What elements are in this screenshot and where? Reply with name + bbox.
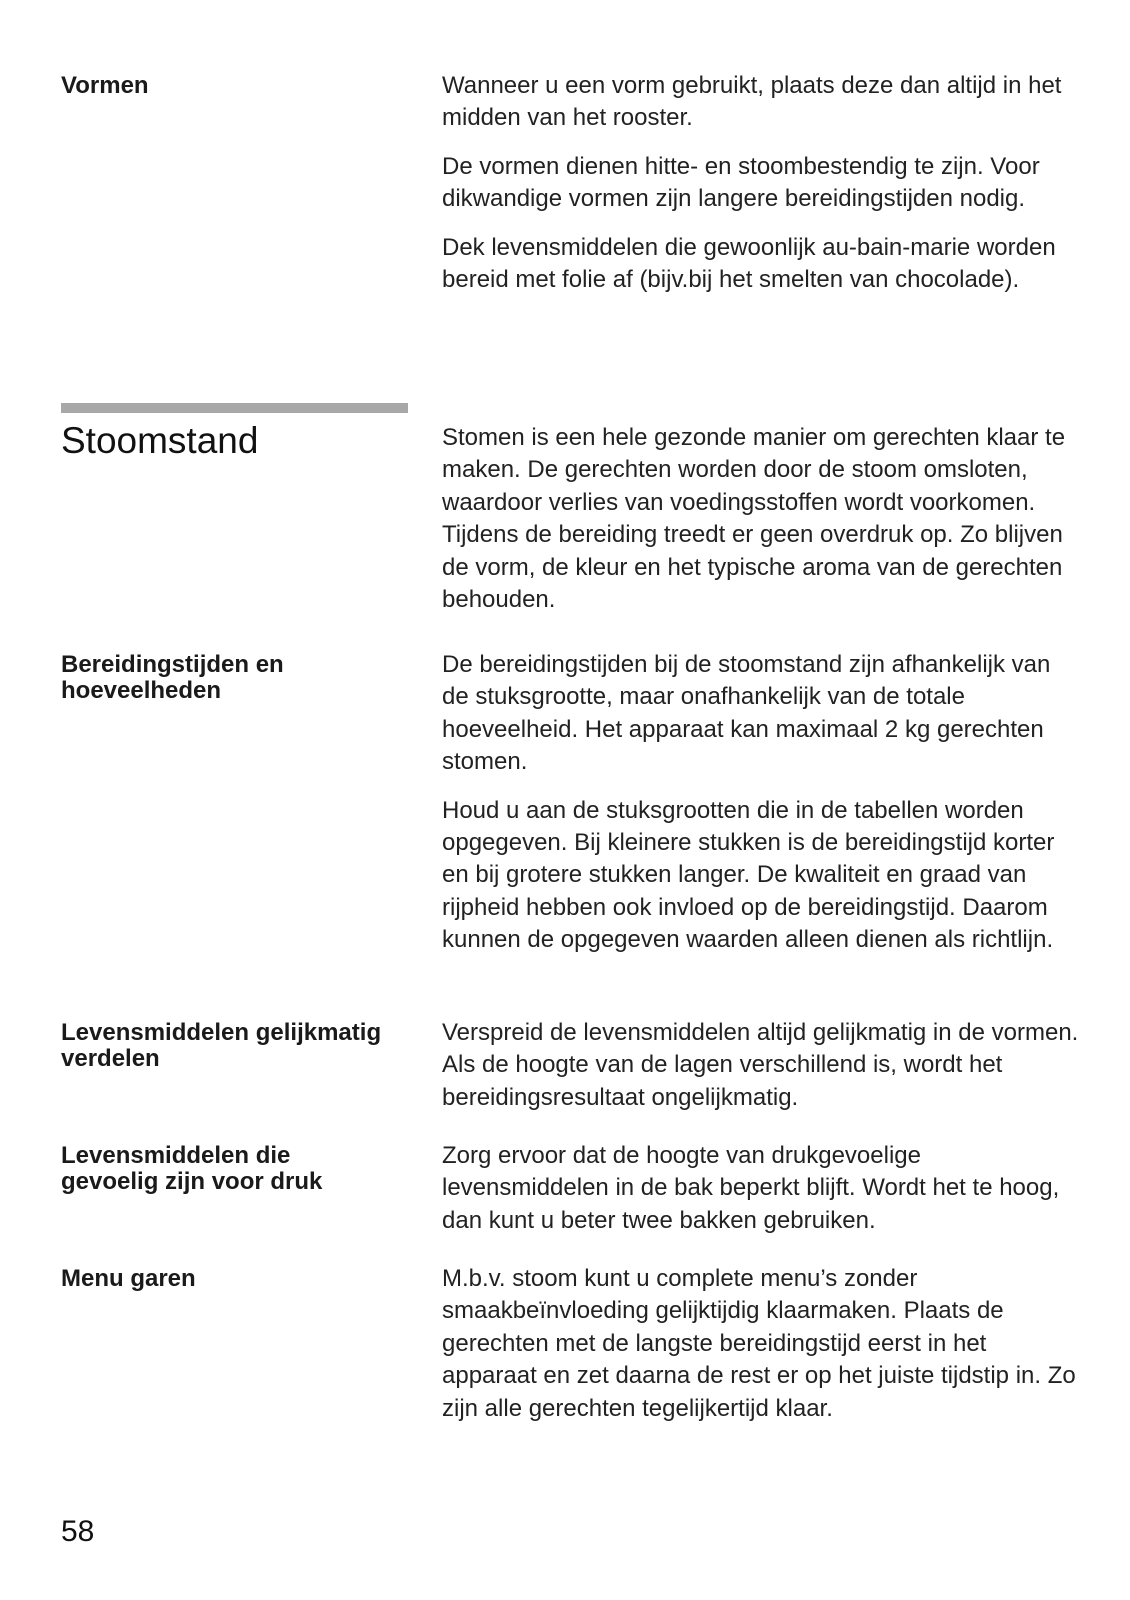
paragraph: De bereidingstijden bij de stoomstand zijn afhankelijk van de stuksgrootte, maar onafhankelijk van de totale hoeveelheid. Het apparaat kan maximaal 2 kg gerechten stomen. (442, 651, 1051, 776)
section-label-menu-garen: Menu garen (61, 1265, 196, 1292)
paragraph: Verspreid de levensmiddelen altijd gelijkmatig in de vormen. Als de hoogte van de lagen verschillend is, wordt het bereidingsresultaat ongelijkmatig. (442, 1019, 1079, 1111)
paragraph: Houd u aan de stuksgrootten die in de tabellen worden opgegeven. Bij kleinere stukken is de bereidingstijd korter en bij grotere stukken langer. De kwaliteit en graad van rijpheid hebben ook invloed op de bereidingstijd. Daarom kunnen de opgegeven waarden alleen dienen als richtlijn. (442, 796, 1055, 954)
section-body-menu-garen (442, 1263, 1082, 1441)
paragraph: M.b.v. stoom kunt u complete menu’s zonder smaakbeïnvloeding gelijktijdig klaarmaken. Plaats de gerechten met de langste bereidingstijd eerst in het apparaat en zet daarna de rest er op het juiste tijdstip in. Zo zijn alle gerechten tegelijkertijd klaar. (442, 1265, 1076, 1422)
paragraph: Wanneer u een vorm gebruikt, plaats deze dan altijd in het midden van het rooster. (442, 72, 1062, 132)
paragraph: Dek levensmiddelen die gewoonlijk au-bain-marie worden bereid met folie af (bijv.bij het smelten van chocolade). (442, 233, 1056, 294)
section-heading-stoomstand: Stoomstand (61, 420, 259, 461)
section-label-gelijkmatig-verdelen: Levensmiddelen gelijkmatig verdelen (61, 1019, 382, 1072)
section-body-bereidingstijden (442, 649, 1082, 973)
page-number: 58 (61, 1515, 95, 1548)
paragraph: De vormen dienen hitte- en stoombestendig te zijn. Voor dikwandige vormen zijn langere bereidingstijden nodig. (442, 152, 1040, 213)
section-body-vormen (442, 70, 1082, 312)
section-body-gelijkmatig-verdelen (442, 1017, 1082, 1130)
paragraph: Stomen is een hele gezonde manier om gerechten klaar te maken. De gerechten worden door de stoom omsloten, waardoor verlies van voedingsstoffen wordt voorkomen. Tijdens de bereiding treedt er geen overdruk op. Zo blijven de vorm, de kleur en het typische aroma van de gerechten behouden. (442, 424, 1066, 614)
section-label-gevoelig-voor-druk: Levensmiddelen die gevoelig zijn voor druk (61, 1142, 323, 1195)
section-body-stoomstand (442, 422, 1082, 632)
section-label-vormen: Vormen (61, 72, 149, 99)
paragraph: Zorg ervoor dat de hoogte van drukgevoelige levensmiddelen in de bak beperkt blijft. Wordt het te hoog, dan kunt u beter twee bakken gebruiken. (442, 1142, 1060, 1234)
section-body-gevoelig-voor-druk (442, 1140, 1082, 1253)
section-divider-rule (61, 403, 408, 413)
section-label-bereidingstijden: Bereidingstijden en hoeveelheden (61, 651, 284, 704)
